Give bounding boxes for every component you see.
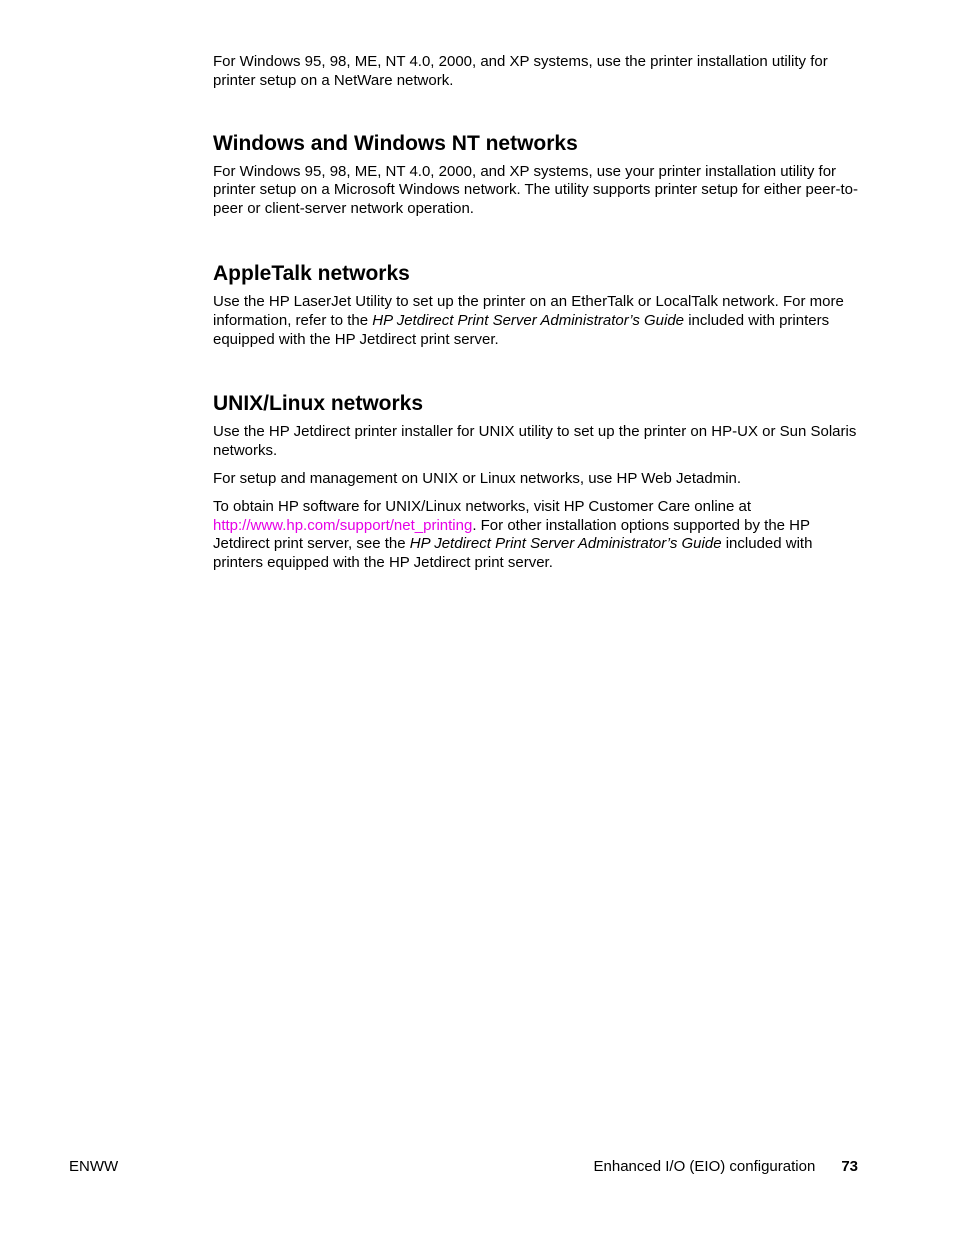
intro-paragraph: For Windows 95, 98, ME, NT 4.0, 2000, and XP systems, use the printer installation utility for printer setup on a NetWare network. [213,53,828,89]
unix-text-mid: . For other installation options supported by the HP Jetdirect print server, see the [213,516,810,553]
unix-paragraph-3 [213,498,858,573]
section-unix [213,391,858,573]
section-windows [213,131,858,219]
appletalk-heading: AppleTalk networks [213,261,410,285]
unix-paragraph-1: Use the HP Jetdirect printer installer for UNIX utility to set up the printer on HP-UX or Sun Solaris networks. [213,423,857,460]
unix-heading: UNIX/Linux networks [213,392,424,416]
windows-paragraph: For Windows 95, 98, ME, NT 4.0, 2000, and XP systems, use your printer installation utility for printer setup on a Microsoft Windows network. The utility supports printer setup for either peer-to-peer or client-server network operation. [213,162,859,218]
windows-heading: Windows and Windows NT networks [213,131,578,155]
unix-text-post: included with printers equipped with the HP Jetdirect print server. [213,535,813,572]
footer-enww: ENWW [69,1158,119,1175]
footer-section-title: Enhanced I/O (EIO) configuration [593,1158,816,1175]
appletalk-paragraph [213,293,858,349]
support-link[interactable]: http://www.hp.com/support/net_printing [213,516,473,534]
page-content [213,53,858,573]
unix-guide-title: HP Jetdirect Print Server Administrator’s Guide [409,535,722,553]
appletalk-text-pre: Use the HP LaserJet Utility to set up the printer on an EtherTalk or LocalTalk network. For more information, refer to the [213,292,844,329]
appletalk-guide-title: HP Jetdirect Print Server Administrator’s Guide [372,311,685,329]
unix-paragraph-2: For setup and management on UNIX or Linux networks, use HP Web Jetadmin. [213,469,742,487]
page-number: 73 [841,1158,858,1175]
section-appletalk [213,261,858,349]
footer-right [594,1157,858,1177]
appletalk-text-post: included with printers equipped with the HP Jetdirect print server. [213,311,830,348]
unix-text-pre: To obtain HP software for UNIX/Linux networks, visit HP Customer Care online at [213,497,752,515]
